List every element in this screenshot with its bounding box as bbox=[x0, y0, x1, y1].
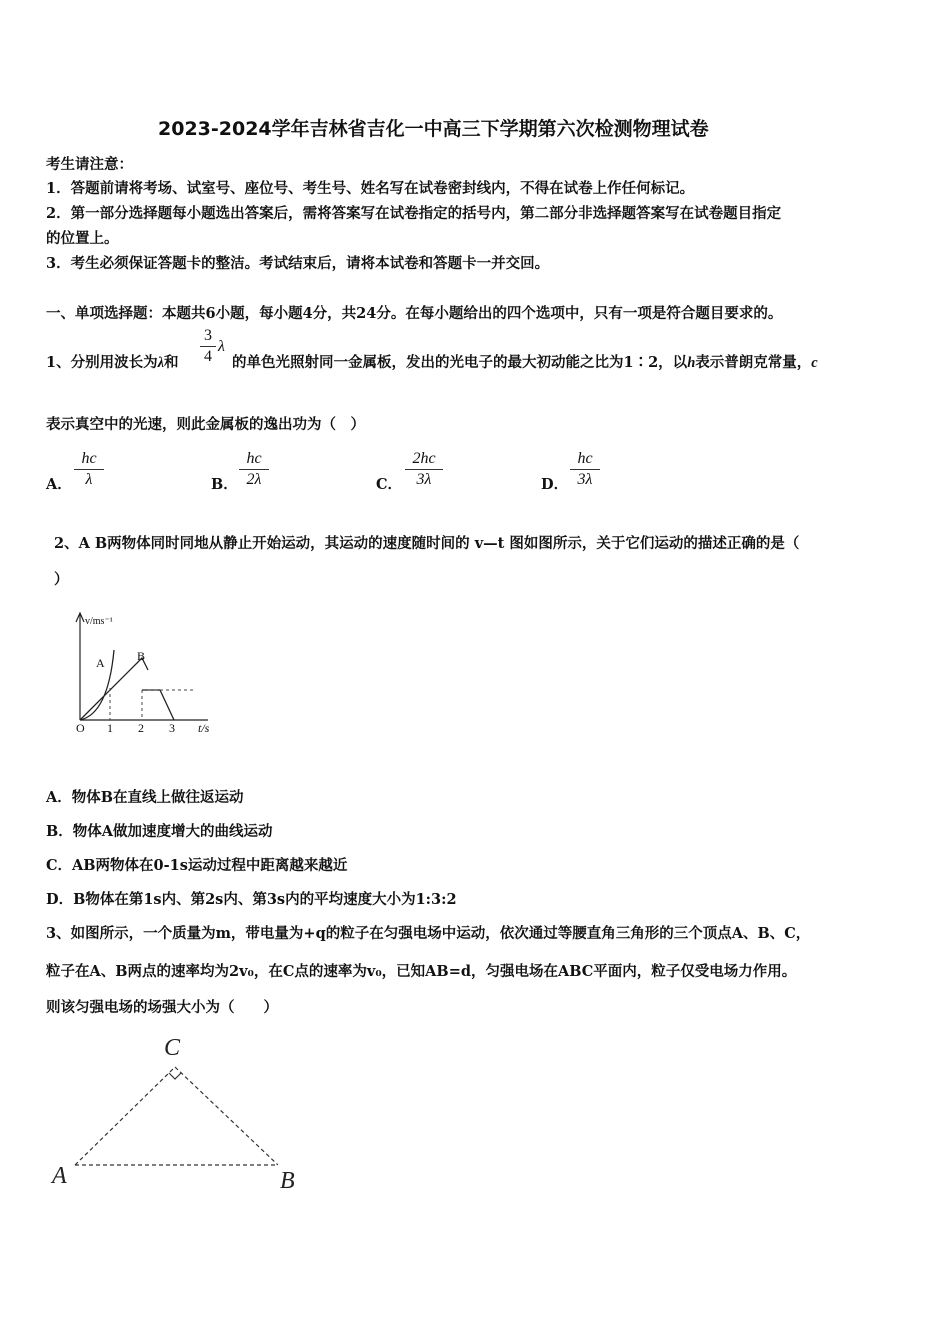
q2-tick-3: 3 bbox=[169, 721, 175, 735]
q3-line1: 3、如图所示，一个质量为m，带电量为+q的粒子在匀强电场中运动，依次通过等腰直角三角形的三个顶点A、B、C， bbox=[46, 925, 811, 942]
q1-lambda: λ bbox=[157, 355, 165, 371]
q3-vertex-a: A bbox=[52, 1163, 67, 1189]
q1-line1-rest bbox=[232, 351, 818, 372]
q2-label-a: A bbox=[96, 656, 105, 670]
section-heading: 一、单项选择题：本题共6小题，每小题4分，共24分。在每小题给出的四个选项中，只有一项是符合题目要求的。 bbox=[46, 305, 783, 322]
q1-option-a-label: A． bbox=[46, 476, 72, 493]
notice-item-2: 2．第一部分选择题每小题选出答案后，需将答案写在试卷指定的括号内，第二部分非选择题答案写在试卷题目指定 bbox=[46, 205, 782, 222]
q2-line-b bbox=[80, 658, 148, 720]
q2-line-b-fall bbox=[142, 690, 174, 720]
q2-tick-1: 1 bbox=[107, 721, 113, 735]
q1-frac-num: 3 bbox=[204, 327, 212, 344]
q1-option-b-label: B． bbox=[211, 476, 238, 493]
q2-origin: O bbox=[76, 721, 85, 735]
q1-and: 和 bbox=[164, 354, 179, 371]
q2-option-c: C．AB两物体在0-1s运动过程中距离越来越近 bbox=[46, 857, 348, 874]
q3-side-ac bbox=[75, 1067, 175, 1165]
q1-h: h bbox=[687, 355, 696, 371]
q2-line2: ） bbox=[54, 571, 69, 588]
notice-item-1: 1．答题前请将考场、试室号、座位号、考生号、姓名写在试卷密封线内，不得在试卷上作任何标记。 bbox=[46, 180, 695, 197]
notice-item-3: 3．考生必须保证答题卡的整洁。考试结束后，请将本试卷和答题卡一并交回。 bbox=[46, 255, 550, 272]
q1-option-c-den: 3λ bbox=[416, 471, 432, 488]
q3-right-angle-mark bbox=[169, 1073, 181, 1079]
q1-option-c-num: 2hc bbox=[412, 450, 436, 467]
q2-vt-graph bbox=[70, 608, 230, 738]
q1-option-a-frac bbox=[74, 449, 104, 490]
q1-fraction bbox=[200, 326, 216, 367]
q3-vertex-b: B bbox=[280, 1168, 295, 1194]
q1-text-a: 1、分别用波长为 bbox=[46, 354, 158, 371]
q2-label-b: B bbox=[137, 649, 146, 663]
q1-option-a-num: hc bbox=[81, 450, 97, 467]
q1-text-b: 的单色光照射同一金属板，发出的光电子的最大初动能之比为1∶2，以 bbox=[232, 354, 688, 371]
page-title: 2023-2024学年吉林省吉化一中高三下学期第六次检测物理试卷 bbox=[158, 118, 709, 140]
q3-line3: 则该匀强电场的场强大小为（ ） bbox=[46, 999, 278, 1016]
notice-item-2-cont: 的位置上。 bbox=[46, 230, 119, 247]
q1-option-d-label: D． bbox=[541, 476, 569, 493]
q2-line1: 2、A B两物体同时同地从静止开始运动，其运动的速度随时间的 v—t 图如图所示，关于它们运动的描述正确的是（ bbox=[54, 535, 800, 552]
q1-option-d-frac bbox=[570, 449, 600, 490]
q2-ylabel: v/ms⁻¹ bbox=[85, 616, 113, 627]
q1-lambda-2: λ bbox=[218, 338, 225, 355]
q2-option-a: A．物体B在直线上做往返运动 bbox=[46, 789, 244, 806]
q1-option-d-num: hc bbox=[577, 450, 593, 467]
q2-option-d: D．B物体在第1s内、第2s内、第3s内的平均速度大小为1:3:2 bbox=[46, 891, 457, 908]
q1-option-c-label: C． bbox=[376, 476, 403, 493]
q1-line1 bbox=[46, 351, 179, 372]
q1-option-b-num: hc bbox=[246, 450, 262, 467]
q3-vertex-c: C bbox=[164, 1035, 181, 1061]
q1-option-a-den: λ bbox=[85, 471, 93, 488]
q1-frac-den: 4 bbox=[204, 348, 212, 365]
q2-option-b: B．物体A做加速度增大的曲线运动 bbox=[46, 823, 273, 840]
notice-heading: 考生请注意： bbox=[46, 156, 133, 173]
q1-line2: 表示真空中的光速，则此金属板的逸出功为（ ） bbox=[46, 416, 365, 433]
q1-text-c: 表示普朗克常量， bbox=[695, 354, 812, 371]
q1-option-b-frac bbox=[239, 449, 269, 490]
q2-tick-2: 2 bbox=[138, 721, 144, 735]
q1-c: c bbox=[811, 355, 818, 371]
q3-side-cb bbox=[175, 1067, 278, 1165]
q3-triangle-figure bbox=[42, 1030, 322, 1200]
q1-option-d-den: 3λ bbox=[577, 471, 593, 488]
q1-option-c-frac bbox=[405, 449, 443, 490]
q2-xlabel: t/s bbox=[198, 721, 210, 735]
q3-line2: 粒子在A、B两点的速率均为2v₀，在C点的速率为v₀，已知AB=d，匀强电场在ABC平面内，粒子仅受电场力作用。 bbox=[46, 963, 797, 980]
q1-option-b-den: 2λ bbox=[246, 471, 262, 488]
